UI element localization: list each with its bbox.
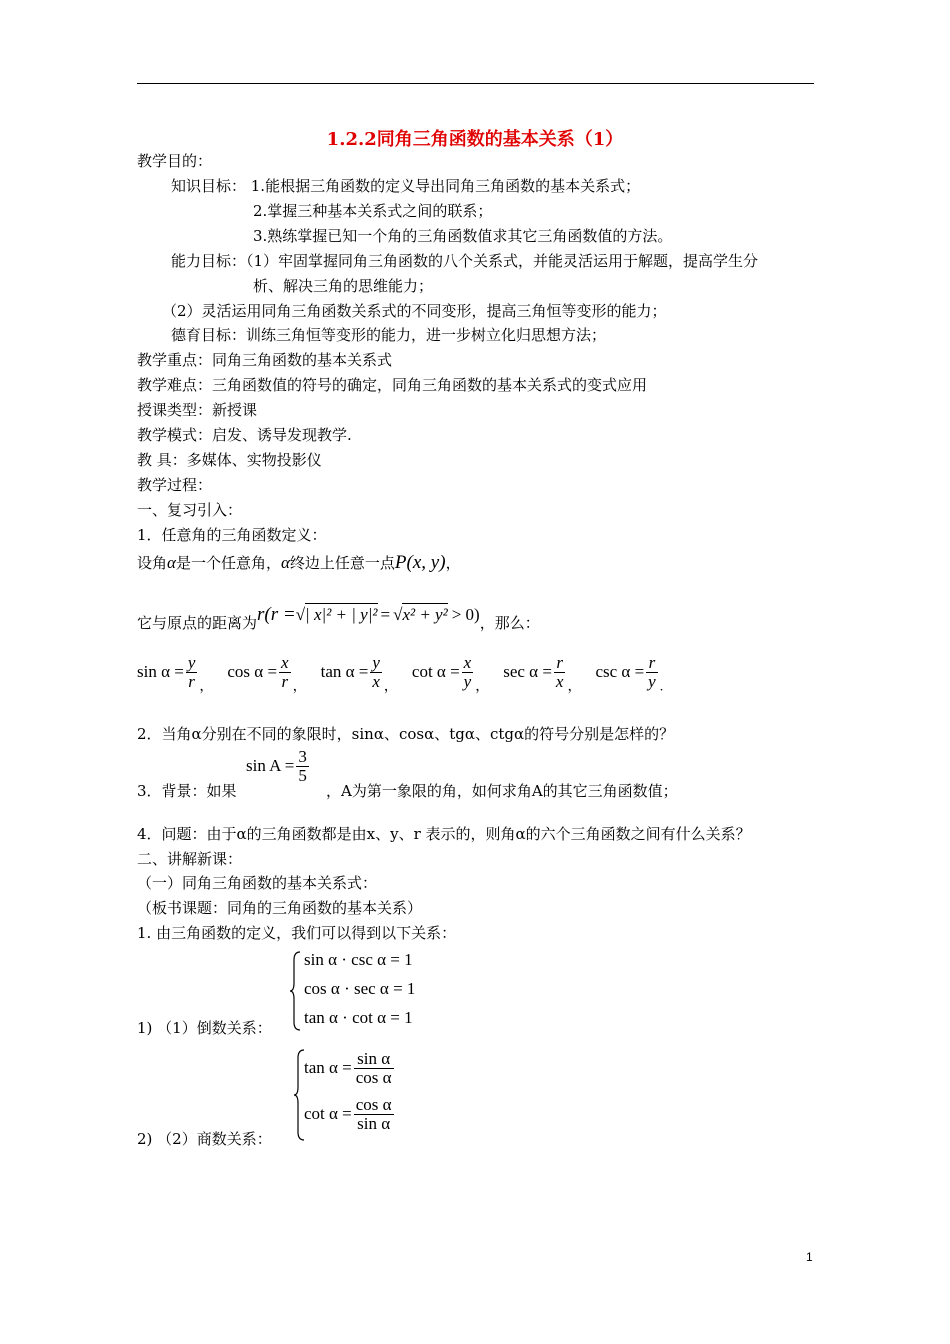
text-fragment: 是一个任意角， [175, 554, 281, 572]
separator: ， [475, 679, 490, 695]
text-fragment: 3．背景：如果 [137, 782, 237, 800]
math-distance-r: r(r = [257, 604, 296, 625]
fraction-denominator: r [186, 672, 198, 691]
fraction [462, 654, 474, 691]
math-equals: = [380, 605, 391, 624]
text-line: 一、复习引入： [137, 501, 243, 519]
page-title: 1.2.2同角三角函数的基本关系（1） [326, 129, 624, 150]
recip-eq-1: sin α · csc α = 1 [304, 950, 413, 969]
trig-fn: sec α = [503, 662, 552, 682]
fraction [279, 654, 291, 691]
math-distance-end: > 0) [451, 605, 480, 624]
fraction-denominator: x [372, 671, 380, 691]
text-fragment: ，A为第一象限的角，如何求角A的其它三角函数值； [326, 782, 678, 800]
math-alpha: α [280, 553, 290, 572]
text-line: 3.熟练掌握已知一个角的三角函数值求其它三角函数值的方法。 [253, 227, 673, 245]
text-line: 德育目标：训练三角恒等变形的能力，进一步树立化归思想方法； [171, 326, 607, 344]
separator: ， [199, 679, 214, 695]
text-line: 能力目标：（1）牢固掌握同角三角函数的八个关系式，并能灵活运用于解题，提高学生分 [171, 252, 759, 270]
trig-definition [227, 654, 306, 696]
trig-fn: cot α = [411, 662, 460, 682]
fraction [554, 654, 566, 691]
math-alpha: α [167, 553, 176, 572]
recip-eq-2: cos α · sec α = 1 [304, 979, 416, 998]
separator: ， [292, 679, 307, 695]
math-sinA-lhs: sin A = [246, 756, 295, 776]
text-line: 二、讲解新课： [137, 850, 243, 868]
text-line: 1) （1）倒数关系： [137, 1019, 272, 1037]
text-line: （一）同角三角函数的基本关系式： [137, 874, 378, 892]
trig-definitions [137, 654, 663, 696]
left-brace-icon [288, 950, 302, 1032]
fraction-numerator: y [187, 653, 196, 672]
trig-fn: tan α = [320, 662, 369, 682]
text-line: 教学过程： [137, 476, 213, 494]
text-line: 教学重点：同角三角函数的基本关系式 [137, 351, 393, 369]
trig-definition [321, 654, 398, 696]
text-line: （板书课题：同角的三角函数的基本关系） [137, 899, 423, 917]
page-number: 1 [806, 1250, 813, 1264]
text-line: 教学难点：三角函数值的符号的确定，同角三角函数的基本关系式的变式应用 [137, 376, 648, 394]
separator: . [659, 679, 664, 695]
separator: ， [383, 679, 398, 695]
fraction-numerator: cos α [355, 1095, 392, 1114]
fraction-numerator: y [372, 653, 380, 672]
fraction-denominator: 5 [298, 765, 307, 785]
text-line: 教学目的： [137, 152, 213, 170]
fraction-numerator: 3 [298, 747, 307, 766]
trig-definition [137, 654, 213, 696]
text-fragment: 设角 [137, 554, 168, 572]
text-fragment: 它与原点的距离为 [137, 614, 258, 632]
fraction-numerator: r [648, 653, 656, 672]
fraction-numerator: r [556, 653, 563, 672]
fraction-denominator: y [648, 671, 656, 691]
fraction [296, 748, 309, 785]
text-fragment: ， [445, 554, 461, 572]
text-line: 2.掌握三种基本关系式之间的联系； [253, 202, 493, 220]
text-line: 2) （2）商数关系： [137, 1130, 272, 1148]
sqrt-icon: √ [393, 605, 403, 624]
fraction-numerator: x [463, 653, 472, 672]
text-line: 2．当角α分别在不同的象限时，sinα、cosα、tgα、ctgα的符号分别是怎样的？ [137, 725, 675, 743]
trig-definition [595, 654, 663, 696]
text-fragment: ，那么： [479, 614, 540, 632]
fraction-denominator: x [555, 671, 564, 691]
fraction [646, 654, 658, 691]
text-line: （2）灵活运用同角三角函数关系式的不同变形，提高三角恒等变形的能力； [162, 302, 667, 320]
text-line: 析、解决三角的思维能力； [253, 277, 434, 295]
fraction-numerator: sin α [357, 1049, 391, 1068]
text-line: 1．任意角的三角函数定义： [137, 526, 327, 544]
text-line: 1. 由三角函数的定义，我们可以得到以下关系： [137, 924, 457, 942]
sqrt-icon: √ [295, 605, 306, 624]
trig-definition [412, 654, 489, 696]
quot-lhs: cot α = [304, 1104, 352, 1124]
math-point: P(x, y) [394, 552, 446, 573]
text-line: 教 具：多媒体、实物投影仪 [137, 451, 322, 469]
math-distance-abs: | x|² + | y|² [305, 605, 378, 624]
trig-fn: csc α = [595, 662, 645, 682]
math-distance-sqrt: x² + y² [402, 605, 448, 624]
definition-line [137, 552, 461, 575]
fraction-numerator: x [281, 653, 289, 672]
trig-fn: sin α = [137, 662, 184, 682]
fraction [370, 654, 382, 691]
fraction-denominator: r [279, 672, 291, 691]
text-line: 知识目标： 1.能根据三角函数的定义导出同角三角函数的基本关系式； [171, 177, 641, 195]
fraction [354, 1050, 394, 1087]
quot-eq-2 [304, 1096, 396, 1133]
text-line: 4．问题：由于α的三角函数都是由x、y、r 表示的，则角α的六个三角函数之间有什么关系？ [137, 825, 751, 843]
quot-lhs: tan α = [304, 1058, 352, 1078]
fraction [186, 654, 198, 691]
fraction [354, 1096, 394, 1133]
math-sinA [246, 748, 311, 785]
text-line: 授课类型：新授课 [137, 401, 258, 419]
fraction-denominator: sin α [354, 1114, 394, 1133]
distance-line [137, 604, 540, 632]
fraction-denominator: cos α [355, 1067, 392, 1087]
trig-fn: cos α = [227, 662, 278, 682]
quot-eq-1 [304, 1050, 396, 1087]
separator: ， [567, 679, 582, 695]
text-fragment: 终边上任意一点 [289, 554, 395, 572]
recip-eq-3: tan α · cot α = 1 [304, 1008, 413, 1027]
header-rule [137, 83, 814, 84]
text-line: 教学模式：启发、诱导发现教学. [137, 426, 352, 444]
fraction-denominator: y [463, 671, 472, 691]
trig-definition [503, 654, 581, 696]
